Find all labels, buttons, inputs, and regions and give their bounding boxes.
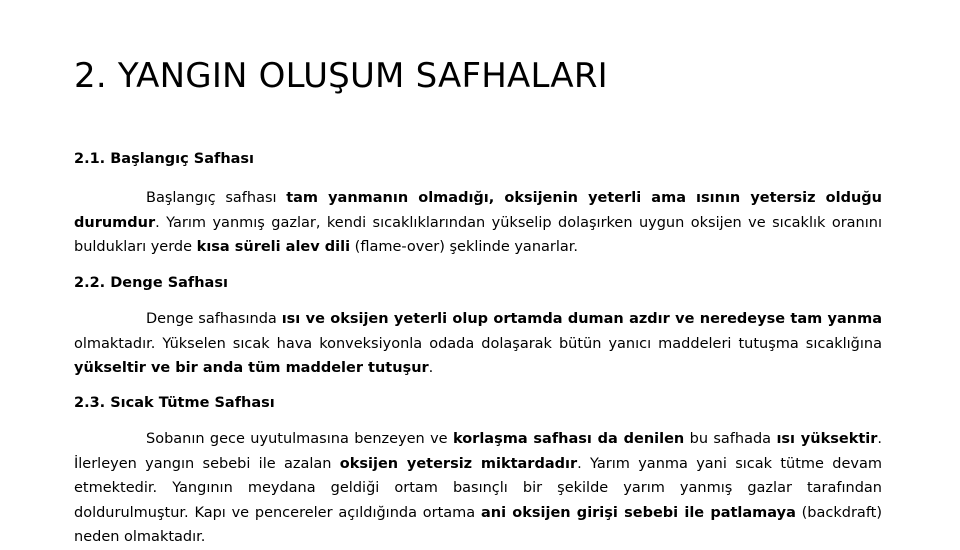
section-paragraph-baslangic bbox=[74, 186, 882, 260]
slide-title: 2. YANGIN OLUŞUM SAFHALARI bbox=[74, 56, 608, 96]
paragraph-text: olmaktadır. Yükselen sıcak hava konveksiyonla odada dolaşarak bütün yanıcı maddeleri tutuşma sıcaklığına bbox=[74, 335, 882, 352]
paragraph-text: bu safhada bbox=[684, 431, 777, 447]
paragraph-text: (backdraft) neden olmaktadır. bbox=[74, 504, 883, 546]
emphasized-text: ani oksijen girişi sebebi ile patlamaya bbox=[480, 504, 796, 521]
section-heading-sicak-tutme: 2.3. Sıcak Tütme Safhası bbox=[74, 395, 275, 411]
paragraph-text: (flame-over) şeklinde yanarlar. bbox=[350, 239, 579, 256]
emphasized-text: oksijen yetersiz miktardadır bbox=[339, 455, 578, 472]
paragraph-text: . Yarım yanmış gazlar, kendi sıcaklıklarından yükselip dolaşırken uygun oksijen ve sıcaklık oranını buldukları yerde bbox=[74, 214, 882, 256]
emphasized-text: korlaşma safhası da denilen bbox=[452, 431, 685, 447]
emphasized-text: ısı yüksektir bbox=[776, 431, 878, 447]
paragraph-text: . Yarım yanma yani sıcak tütme devam etmektedir. Yangının meydana geldiği ortam basınçlı bir şekilde yarım yanmış gazlar tarafından doldurulmuştur. Kapı ve pencereler açıldığında ortama bbox=[74, 455, 882, 521]
section-heading-denge: 2.2. Denge Safhası bbox=[74, 275, 228, 291]
paragraph-text: Başlangıç safhası bbox=[146, 190, 287, 206]
emphasized-text: kısa süreli alev dili bbox=[196, 239, 351, 256]
paragraph-text: . bbox=[428, 360, 434, 377]
section-paragraph-denge bbox=[74, 307, 882, 381]
emphasized-text: tam yanmanın olmadığı, oksijenin yeterli ama ısının yetersiz olduğu durumdur bbox=[74, 190, 882, 231]
section-heading-baslangic: 2.1. Başlangıç Safhası bbox=[74, 151, 255, 167]
paragraph-text: Denge safhasında bbox=[146, 311, 282, 327]
paragraph-text: . İlerleyen yangın sebebi ile azalan bbox=[74, 431, 882, 472]
paragraph-text: Sobanın gece uyutulmasına benzeyen ve bbox=[146, 431, 453, 447]
section-paragraph-sicak-tutme bbox=[74, 427, 882, 550]
emphasized-text: yükseltir ve bir anda tüm maddeler tutuşur bbox=[74, 360, 429, 377]
emphasized-text: ısı ve oksijen yeterli olup ortamda duman azdır ve neredeyse tam yanma bbox=[281, 311, 883, 327]
